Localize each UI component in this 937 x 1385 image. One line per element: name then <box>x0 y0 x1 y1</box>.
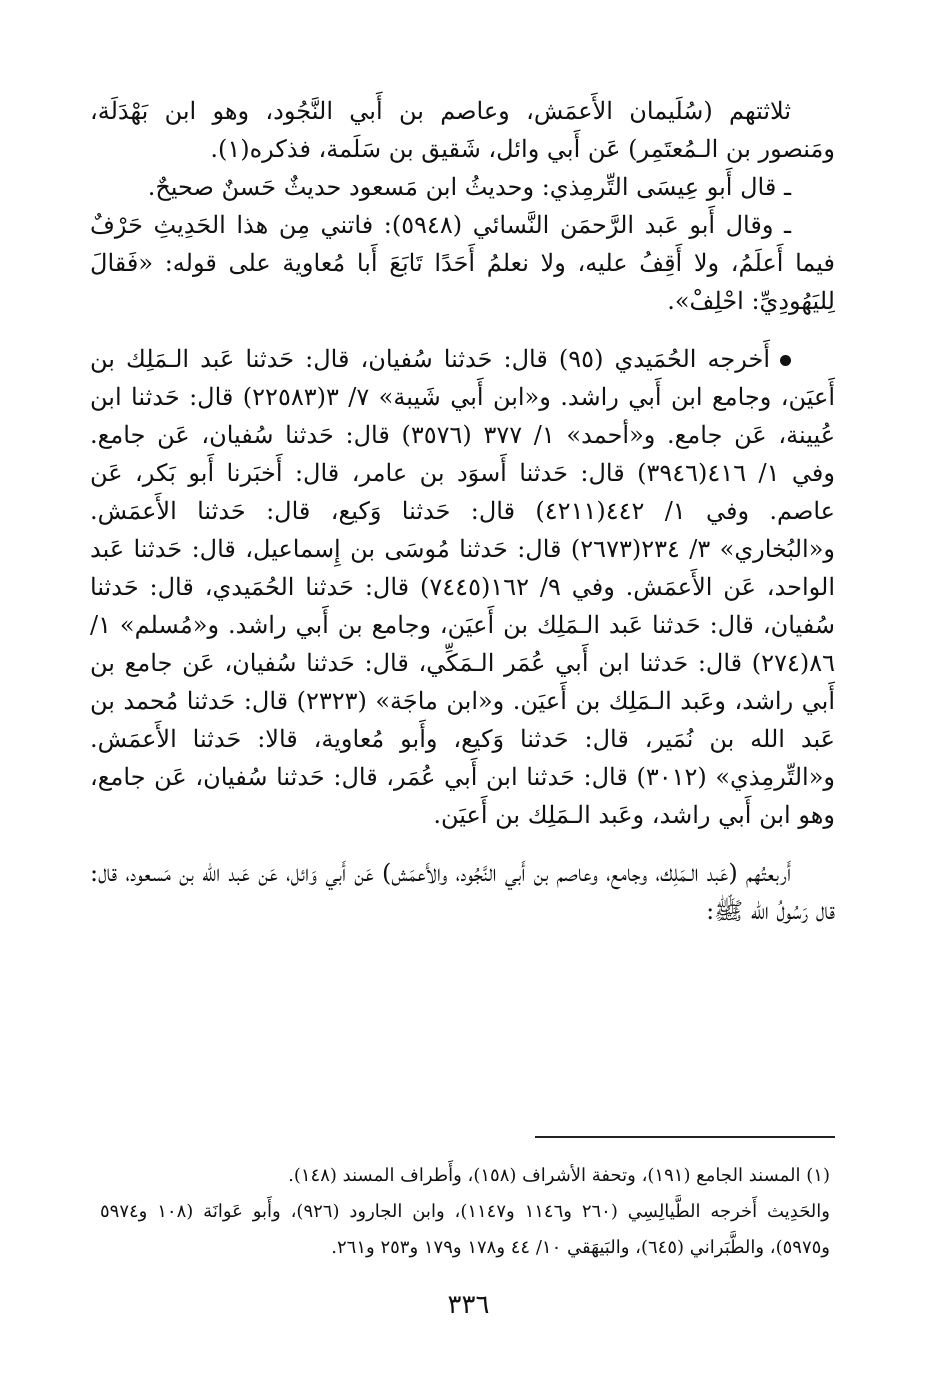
footnote-1: (١) المسند الجامع (١٩١)، وتحفة الأشراف (١٥٨)، وأَطراف المسند (١٤٨). <box>288 1165 830 1186</box>
paragraph-nasai-remark: ـ وقال أَبو عَبد الرَّحمَن النَّسائي (٥٩٤٨): فاتني مِن هذا الحَدِيثِ حَرْفٌ فيما أَعلَمُ، ولا أَقِفُ عليه، ولا نعلمُ أَحَدًا تَابَعَ أَبا مُعاوية على قوله: «فَقالَ لِليَهُودِيِّ: احْلِفْ». <box>90 211 835 315</box>
footnote-divider <box>535 1136 835 1138</box>
takhrij-text: أَخرجه الحُمَيدي (٩٥) قال: حَدثنا سُفيان، قال: حَدثنا عَبد الـمَلِك بن أَعيَن، وجامع ابن أَبي راشد. و«ابن أَبي شَيبة» ٧/ ٣(٢٢٥٨٣) قال: حَدثنا ابن عُيينة، عَن جامع. و«أحمد» ١/ ٣٧٧ (٣٥٧٦) قال: حَدثنا سُفيان، عَن جامع. وفي ١/ ٤١٦(٣٩٤٦) قال: حَدثنا أَسوَد بن عامر، قال: أَخبَرنا أَبو بَكر، عَن عاصم. وفي ١/ ٤٤٢(٤٢١١) قال: حَدثنا وَكيع، قال: حَدثنا الأَعمَش. و«البُخاري» ٣/ ٢٣٤(٢٦٧٣) قال: حَدثنا مُوسَى بن إِسماعيل، قال: حَدثنا عَبد الواحد، عَن الأَعمَش. وفي ٩/ ١٦٢(٧٤٤٥) قال: حَدثنا الحُمَيدي، قال: حَدثنا سُفيان، قال: حَدثنا عَبد الـمَلِك بن أَعيَن، وجامع بن أَبي راشد. و«مُسلم» ١/ ٨٦(٢٧٤) قال: حَدثنا ابن أَبي عُمَر الـمَكِّي، قال: حَدثنا سُفيان، عَن جامع بن أَبي راشد، وعَبد الـمَلِك بن أَعيَن. و«ابن ماجَة» (٢٣٢٣) قال: حَدثنا مُحمد بن عَبد الله بن نُمَير، قال: حَدثنا وَكيع، وأَبو مُعاوية، قالا: حَدثنا الأَعمَش. و«التِّرمِذي» (٣٠١٢) قال: حَدثنا ابن أَبي عُمَر، قال: حَدثنا سُفيان، عَن جامع، وهو ابن أَبي راشد، وعَبد الـمَلِك بن أَعيَن. <box>90 345 836 829</box>
paragraph-chain: ثلاثتهم (سُلَيمان الأَعمَش، وعاصم بن أَبي النَّجُود، وهو ابن بَهْدَلَة، ومَنصور بن الـمُعتَمِر) عَن أَبي وائل، شَقيق بن سَلَمة، فذكره(١). <box>90 97 835 163</box>
footnote-2: والحَدِيث أَخرجه الطَّيالِسِي (٢٦٠ و١١٤٦ و١١٤٧)، وابن الجارود (٩٢٦)، وأَبو عَوانَة (١٠٨ و٥٩٧٤ و٥٩٧٥)، والطَّبَراني (٦٤٥)، والبَيهَقي ١٠/ ٤٤ و١٧٨ و١٧٩ و٢٥٣ و٢٦١. <box>100 1201 830 1258</box>
paragraph-gap <box>90 834 835 854</box>
paragraph-tirmidhi-remark: ـ قال أَبو عِيسَى التِّرمِذي: وحديثُ ابن مَسعود حديثٌ حَسنٌ صحيحٌ. <box>147 173 791 201</box>
bullet-icon <box>780 355 791 366</box>
paragraph-chain-convergence: أَربعتُهم (عَبد الـمَلِك، وجامع، وعاصم بن أَبي النَّجُود، والأَعمَش) عَن أَبي وَائل، عَن عَبد الله بن مَسعود، قال: قال رَسُولُ الله ﷺ: <box>90 859 835 925</box>
footnotes <box>100 1158 830 1266</box>
main-text <box>90 92 835 930</box>
page-number: ٣٣٦ <box>447 1290 490 1320</box>
paragraph-takhrij <box>90 340 835 834</box>
paragraph-gap <box>90 320 835 340</box>
